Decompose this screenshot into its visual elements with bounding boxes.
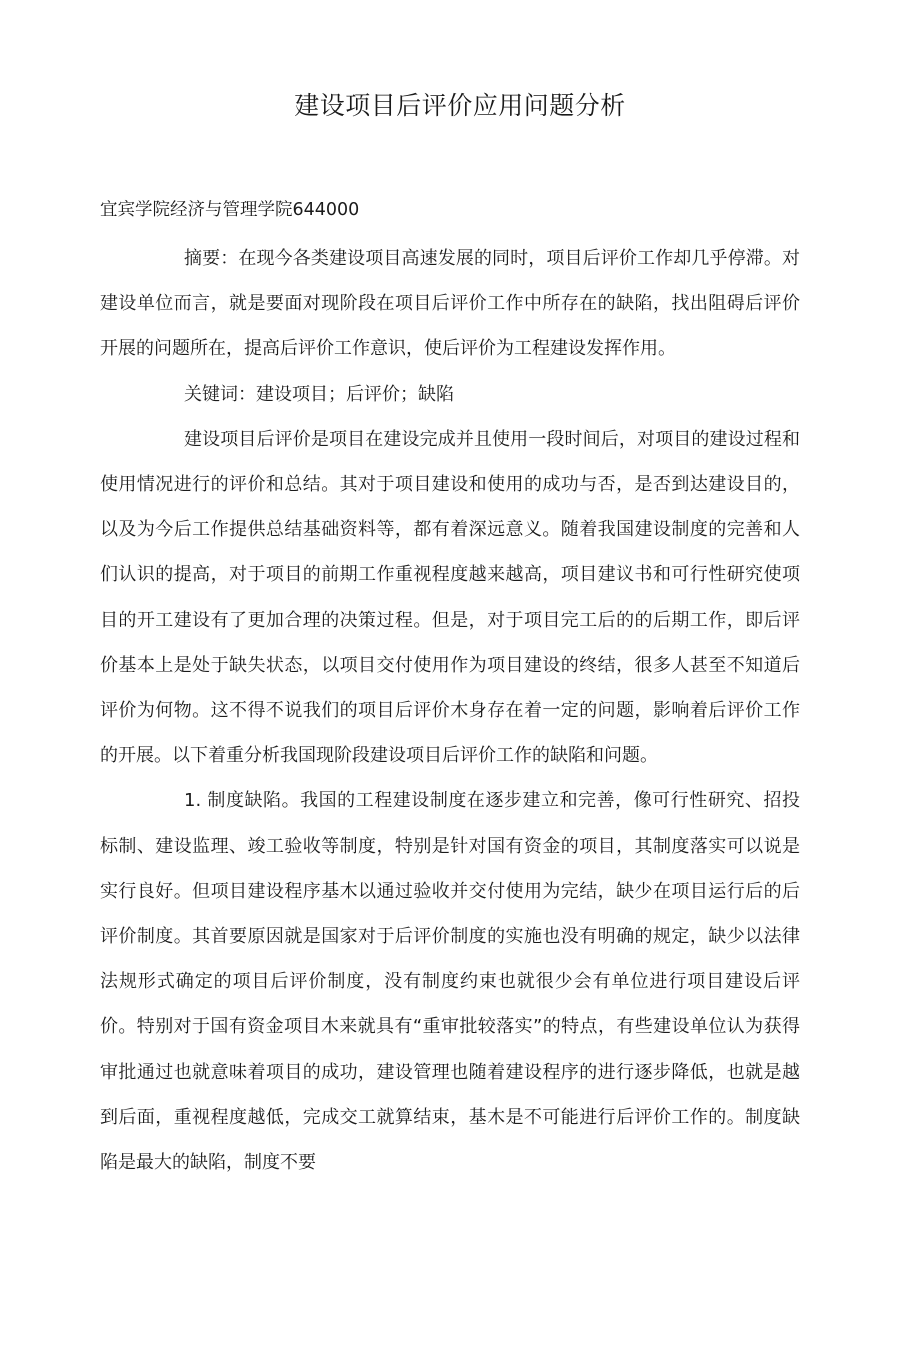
body-text bbox=[100, 236, 800, 1185]
body-paragraph-system-defect: 1. 制度缺陷。我国的工程建设制度在逐步建立和完善，像可行性研究、招投标制、建设监理、竣工验收等制度，特别是针对国有资金的项目，其制度落实可以说是实行良好。但项目建设程序基木以通过验收并交付使用为完结，缺少在项目运行后的后评价制度。其首要原因就是国家对于后评价制度的实施也没有明确的规定，缺少以法律法规形式确定的项目后评价制度，没有制度约束也就很少会有单位进行项目建设后评价。特别对于国有资金项目木来就具有“重审批较落实”的特点，有些建设单位认为获得审批通过也就意味着项目的成功，建设管理也随着建设程序的进行逐步降低，也就是越到后面，重视程度越低，完成交工就算结束，基木是不可能进行后评价工作的。制度缺陷是最大的缺陷，制度不要 bbox=[100, 790, 800, 1174]
page-title: 建设项目后评价应用问题分析 bbox=[294, 91, 626, 120]
author-affiliation: 宜宾学院经济与管理学院644000 bbox=[100, 200, 360, 220]
abstract-paragraph: 摘要：在现今各类建设项目高速发展的同时，项目后评价工作却几乎停滞。对建设单位而言，就是要面对现阶段在项目后评价工作中所存在的缺陷，找出阻碍后评价开展的问题所在，提高后评价工作意识，使后评价为工程建设发挥作用。 bbox=[100, 248, 800, 360]
keywords-paragraph: 关键词：建设项目；后评价；缺陷 bbox=[184, 383, 454, 405]
body-paragraph-intro: 建设项目后评价是项目在建设完成并且使用一段时间后，对项目的建设过程和使用情况进行的评价和总结。其对于项目建设和使用的成功与否，是否到达建设目的，以及为今后工作提供总结基础资料等，都有着深远意义。随着我国建设制度的完善和人们认识的提高，对于项目的前期工作重视程度越来越高，项目建议书和可行性研究使项目的开工建设有了更加合理的决策过程。但是，对于项目完工后的的后期工作，即后评价基本上是处于缺失状态，以项目交付使用作为项目建设的终结，很多人甚至不知道后评价为何物。这不得不说我们的项目后评价木身存在着一定的问题，影响着后评价工作的开展。以下着重分析我国现阶段建设项目后评价工作的缺陷和问题。 bbox=[100, 428, 800, 767]
